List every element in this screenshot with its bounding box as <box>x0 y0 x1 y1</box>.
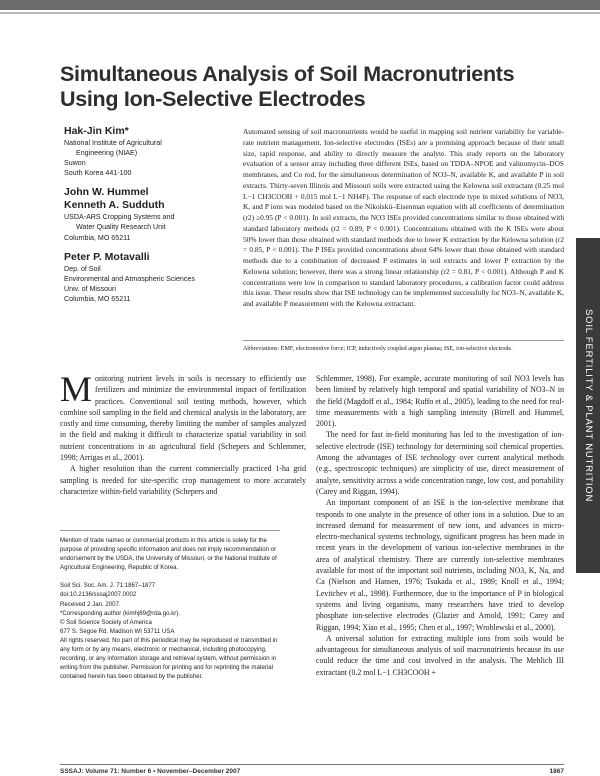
doi: doi:10.2136/sssaj2007.0002 <box>60 591 137 599</box>
author-affiliation: Dep. of Soil Environmental and Atmospheric Sciences Univ. of Missouri Columbia, MO 65211 <box>64 264 195 303</box>
section-tab-label: SOIL FERTILITY & PLANT NUTRITION <box>583 308 594 503</box>
rights-statement: All rights reserved. No part of this periodical may be reproduced or transmitted in any form or by any means, electronic or mechanical, including photocopying, recording, or any information storage and retrieval system, without permission in writing from the publisher. Permission for printing and for reprinting the material contained herein has been obtained by the publisher. <box>60 636 278 681</box>
corresponding-author: *Corresponding author (kimhj69@rda.go.kr). <box>60 609 180 617</box>
header-rule <box>0 12 600 14</box>
paragraph: The need for fast in-field monitoring has led to the investigation of ion-selective electrode (ISE) technology for determining soil chemical properties. Among the advantages of ISE technology over current analytical methods (e.g., spectroscopic techniques) are simplicity of use, direct measurement of analyte, sensitivity across a wide concentration range, low cost, and portability (Carey and Riggan, 1994). <box>316 430 564 496</box>
copyright: © Soil Science Society of America <box>60 618 152 626</box>
paragraph: A universal solution for extracting multiple ions from soils would be advantageous for simultaneous analysis of soil macronutrients because its use could reduce the time and cost involved in the analysis. The Mehlich III extractant (0.2 mol L−1 CH3COOH + <box>316 633 564 677</box>
abbreviations: Abbreviations: EMF, electromotive force; ICP, inductively coupled argon plasma; ISE, ion-selective electrode. <box>243 340 564 354</box>
footer-rule <box>60 764 564 765</box>
author-name: Hak-Jin Kim* <box>64 125 129 137</box>
author-block <box>64 125 234 178</box>
disclaimer: Mention of trade names or commercial products in this article is solely for the purpose of providing specific information and does not imply recommendation or endorsement by the USDA, the University of Missouri, or the National Institute of Agricultural Engineering, Republic of Korea. <box>60 537 277 572</box>
author-affiliation: National Institute of Agricultural Engineering (NIAE) Suwon South Korea 441-100 <box>64 139 162 178</box>
page-number: 1867 <box>549 768 564 775</box>
article-title: Simultaneous Analysis of Soil Macronutrients Using Ion-Selective Electrodes <box>60 62 515 111</box>
citation: Soil Sci. Soc. Am. J. 71:1867–1877 <box>60 582 156 590</box>
footnote <box>60 530 280 681</box>
author-block <box>64 186 234 242</box>
paragraph: Monitoring nutrient levels in soils is necessary to efficiently use fertilizers and minimize the environmental impact of fertilization practices. Conventional soil testing methods, however, which combine soil sampling in the field and chemical analysis in the laboratory, are costly and time consuming, thereby limiting the number of samples analyzed in the field and making it difficult to characterize spatial variability in soil nutrient concentrations in an agricultural field (Schepers and Schlemmer, 1998; Arrigas et al., 2001). <box>60 369 306 463</box>
paragraph: A higher resolution than the current commercially practiced 1-ha grid sampling is needed for site-specific crop management to more accurately characterize within-field variability (Schepers and <box>60 464 306 496</box>
author-block <box>64 251 234 304</box>
paragraph: Schlemmer, 1998). For example, accurate monitoring of soil NO3 levels has been limited by relatively high temporal and spatial variability of NO3–N in the field (Magdoff et al., 1984; Ruffo et al., 2005), leading to the need for real-time measurements with a high sampling intensity (Birrell and Hummel, 2001). <box>316 374 564 429</box>
publisher-address: 677 S. Segoe Rd. Madison WI 53711 USA <box>60 627 175 635</box>
author-name: Peter P. Motavalli <box>64 250 150 263</box>
author-name: Kenneth A. Sudduth <box>64 199 165 212</box>
received-date: Received 2 Jan. 2007. <box>60 600 121 608</box>
drop-cap: M <box>60 369 93 409</box>
paragraph: An important component of an ISE is the ion-selective membrane that responds to one analyte in the presence of other ions in a solution. Due to an increased demand for measurement of new ions, and advances in micro-electro-mechanical systems technology, significant progress has been made in recent years in the development of various ion-selective membranes in the area of analytical chemistry. There are currently ion-selective membranes available for most of the important soil nutrients, including NO3, K, Na, and Ca (Nielson and Hansen, 1976; Tsukada et al., 1989; Knoll et al., 1994; Levitchev et al., 1998). Furthermore, due to the importance of P in biological systems and living organisms, many researchers have tried to develop phosphate ion-selective electrodes (Glazier and Arnold, 1991; Carey and Riggan, 1994; Xiao et al., 1995; Chen et al., 1997; Wroblewski et al., 2000). <box>316 498 564 632</box>
author-affiliation: USDA-ARS Cropping Systems and Water Quality Research Unit Columbia, MO 65211 <box>64 213 175 242</box>
abstract: Automated sensing of soil macronutrients would be useful in mapping soil nutrient variability for variable-rate nutrient management. Ion-selective electrodes (ISEs) are a promising approach because of their small size, rapid response, and ability to directly measure the analyte. This study reports on the laboratory evaluation of a sensor array including three different ISEs, based on TDDA–NPOE and valinomycin–DOS membranes, and Co rod, for the simultaneous determination of NO3–N, available K, and available P in soil extracts. Thirty-seven Illinois and Missouri soils were extracted using the Kelowna soil extractant (0.25 mol L−1 CH3COOH + 0.015 mol L−1 NH4F). The response of each electrode type in mixed solutions of NO3, K, and P ions was modeled based on the Nikolskii–Eisenman equation with all coefficients of determination (r2) ≥0.95 (P < 0.001). In soil extracts, the NO3 ISEs provided concentrations similar to those obtained with standard laboratory methods (r2 = 0.89, P < 0.001). Concentrations obtained with the K ISEs were about 50% lower than those obtained with standard methods due to lower K extraction by the Kelowna solution (r2 = 0.85, P < 0.001). The P ISEs provided concentrations about 64% lower than those obtained with standard methods due to a combination of decreased P estimates in soil extracts and lower P extraction by the Kelowna solution; however, there was a strong linear relationship (r2 = 0.81, P < 0.001). Although P and K concentrations were low in comparison to standard laboratory procedures, a calibration factor could address this issue. These results show that ISE technology can be implemented successfully for NO3–N, available K, and available P measurement with the Kelowna extractant. <box>243 127 564 308</box>
body-column-left <box>60 369 306 497</box>
body-column-right <box>316 373 564 678</box>
journal-issue: SSSAJ: Volume 71: Number 6 • November–December 2007 <box>60 768 241 775</box>
author-list <box>64 125 234 312</box>
author-name: John W. Hummel <box>64 186 149 199</box>
header-band <box>0 0 600 10</box>
